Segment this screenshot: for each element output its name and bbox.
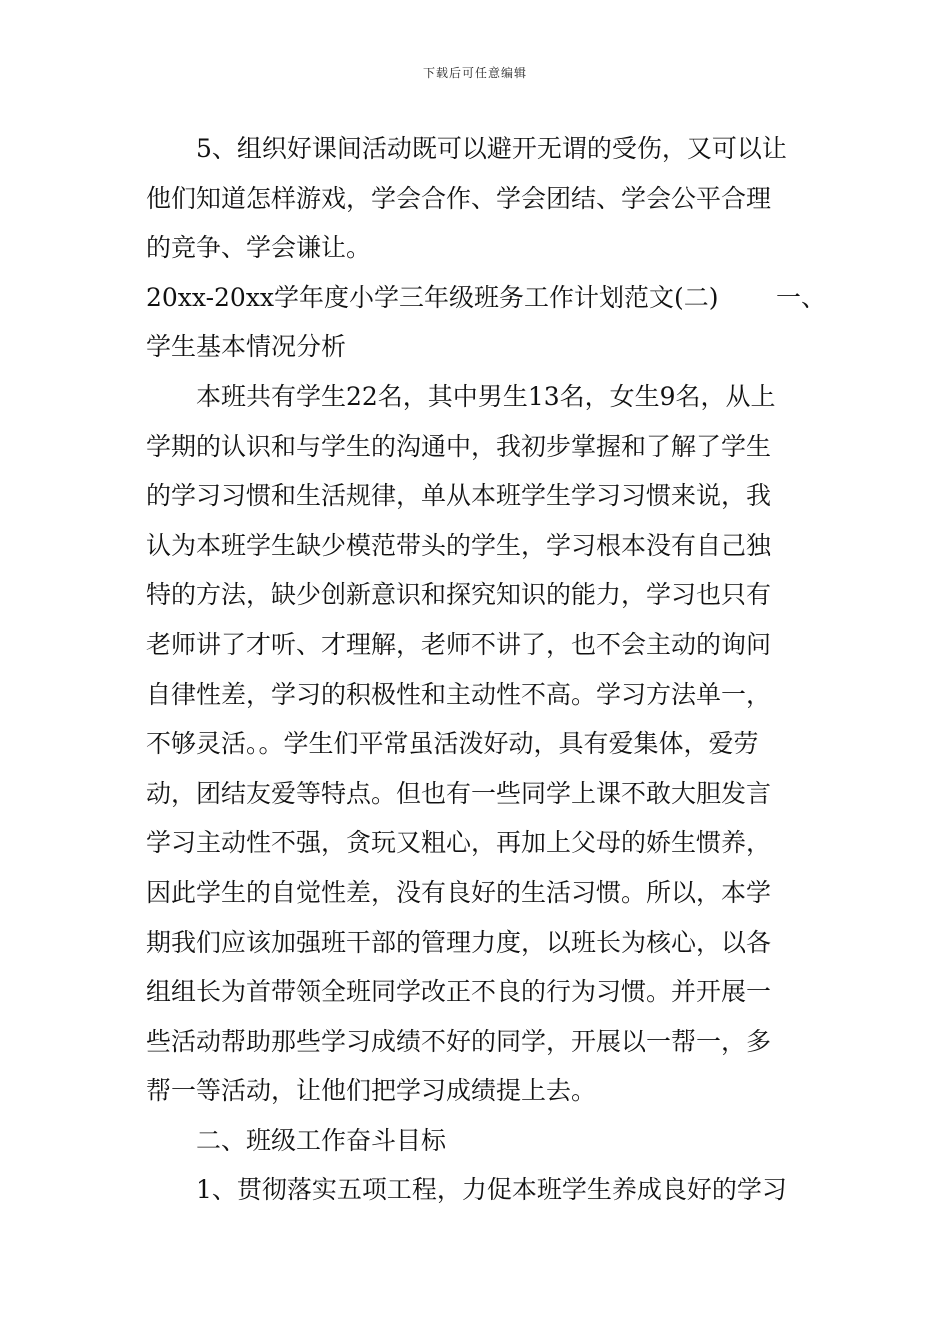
paragraph-line: 些活动帮助那些学习成绩不好的同学，开展以一帮一，多	[146, 1026, 772, 1056]
section-heading: 学生基本情况分析	[146, 332, 347, 362]
paragraph-line: 的竞争、学会谦让。	[146, 233, 372, 263]
document-title: 20xx-20xx学年度小学三年级班务工作计划范文(二)	[146, 282, 719, 312]
paragraph-line: 1、贯彻落实五项工程，力促本班学生养成良好的学习	[196, 1175, 787, 1205]
section-heading: 二、班级工作奋斗目标	[196, 1125, 447, 1155]
paragraph-line: 的学习习惯和生活规律，单从本班学生学习习惯来说，我	[146, 481, 772, 511]
paragraph-line: 自律性差，学习的积极性和主动性不高。学习方法单一，	[146, 679, 772, 709]
paragraph-line: 不够灵活。。学生们平常虽活泼好动，具有爱集体，爱劳	[146, 729, 759, 759]
paragraph-line: 认为本班学生缺少模范带头的学生，学习根本没有自己独	[146, 530, 772, 560]
document-body	[146, 124, 826, 1215]
paragraph-line: 老师讲了才听、才理解，老师不讲了，也不会主动的询问	[146, 629, 772, 659]
paragraph-line: 学习主动性不强，贪玩又粗心，再加上父母的娇生惯养，	[146, 828, 772, 858]
paragraph-line: 特的方法，缺少创新意识和探究知识的能力，学习也只有	[146, 580, 772, 610]
paragraph-line: 动，团结友爱等特点。但也有一些同学上课不敢大胆发言	[146, 778, 772, 808]
paragraph-line: 因此学生的自觉性差，没有良好的生活习惯。所以，本学	[146, 877, 772, 907]
paragraph-line: 组组长为首带领全班同学改正不良的行为习惯。并开展一	[146, 977, 772, 1007]
paragraph-line: 帮一等活动，让他们把学习成绩提上去。	[146, 1076, 597, 1106]
paragraph-line: 本班共有学生22名，其中男生13名，女生9名，从上	[196, 381, 776, 411]
paragraph-line: 学期的认识和与学生的沟通中，我初步掌握和了解了学生	[146, 431, 772, 461]
section-number: 一、	[775, 282, 826, 312]
paragraph-line: 5、组织好课间活动既可以避开无谓的受伤，又可以让	[196, 134, 787, 163]
paragraph-line: 期我们应该加强班干部的管理力度，以班长为核心，以各	[146, 927, 772, 957]
section-title-line	[146, 273, 826, 323]
page-header: 下载后可任意编辑	[422, 66, 527, 80]
paragraph-line: 他们知道怎样游戏，学会合作、学会团结、学会公平合理	[146, 183, 772, 213]
